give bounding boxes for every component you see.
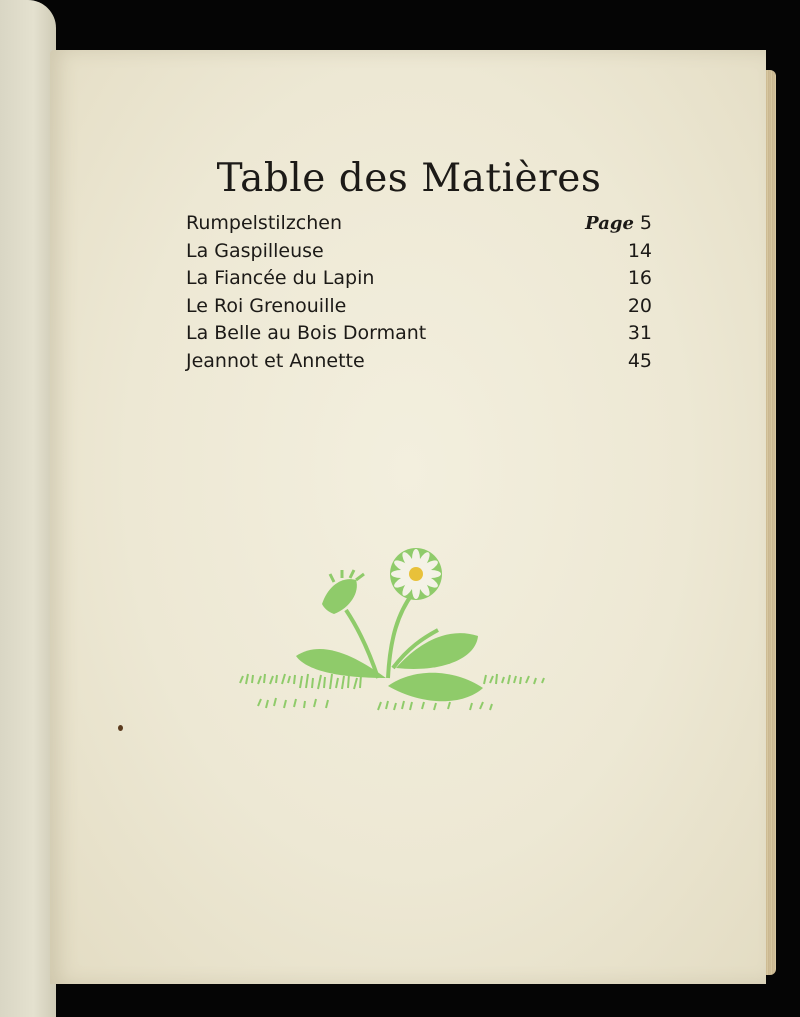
toc-page-number: 45 [627, 349, 652, 372]
page-label: Page [585, 213, 634, 234]
toc-entry-title: Rumpelstilzchen [186, 212, 343, 234]
page-title: Table des Matières [216, 156, 602, 201]
toc-list [186, 212, 652, 377]
toc-page-number: 16 [627, 267, 652, 289]
toc-entry [186, 295, 652, 323]
daisy-flower [390, 548, 442, 600]
toc-entry-title: La Gaspilleuse [186, 239, 324, 262]
toc-entry [186, 267, 652, 295]
toc-entry-title: Jeannot et Annette [186, 349, 365, 372]
toc-page-number: 20 [627, 294, 652, 317]
toc-entry [186, 240, 652, 268]
toc-entry-page [585, 212, 652, 234]
toc-entry-title: Le Roi Grenouille [186, 294, 347, 317]
toc-entry-title: La Belle au Bois Dormant [186, 322, 427, 344]
toc-page-number: 5 [639, 212, 652, 234]
toc-entry-title: La Fiancée du Lapin [186, 267, 375, 289]
toc-entry [186, 212, 652, 240]
left-page [0, 0, 56, 1017]
toc-entry [186, 322, 652, 350]
paper-speck [118, 725, 123, 731]
toc-page-number: 14 [627, 239, 652, 262]
right-page [50, 50, 766, 984]
toc-page-number: 31 [627, 322, 652, 344]
daisy-icon [238, 528, 558, 728]
toc-entry [186, 350, 652, 378]
